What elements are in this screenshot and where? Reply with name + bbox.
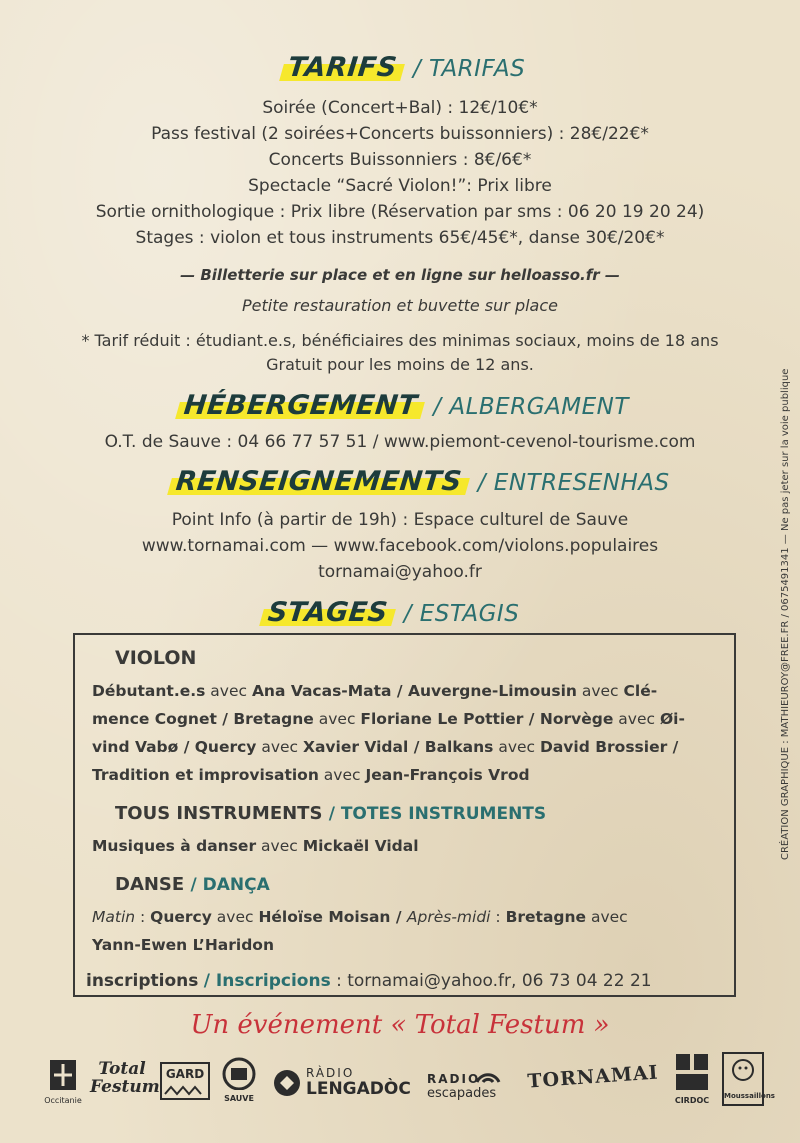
tarifs-lines	[20, 95, 780, 251]
tous-instruments-title-alt: / TOTES INSTRUMENTS	[328, 804, 547, 824]
tarifs-title-alt: / TARIFAS	[412, 56, 526, 82]
moussaillons-face-icon	[725, 1054, 761, 1088]
inscriptions-label: inscriptions	[86, 971, 199, 991]
tous-instruments-title: TOUS INSTRUMENTS	[115, 803, 323, 824]
tarif-line: Concerts Buissonniers : 8€/6€*	[268, 150, 532, 170]
stage-emphasis: Clé-	[623, 682, 658, 700]
stage-emphasis: Floriane Le Pottier	[360, 710, 524, 728]
stage-line	[92, 705, 702, 733]
danse-text	[92, 903, 702, 959]
stage-line	[92, 733, 702, 761]
inscriptions-line	[86, 967, 726, 995]
stage-emphasis: Øi-	[659, 710, 685, 728]
hebergement-heading	[178, 390, 629, 421]
tarif-gratuit: Gratuit pour les moins de 12 ans.	[266, 355, 534, 374]
stage-emphasis: / Bretagne	[216, 710, 314, 728]
stage-line	[92, 832, 702, 860]
stages-heading	[262, 597, 519, 628]
radio-lengadoc-logo: RÀDIO LENGADÒC	[272, 1066, 412, 1106]
renseignements-lines	[20, 507, 780, 585]
stage-emphasis: Quercy	[150, 908, 212, 926]
tarif-line: Pass festival (2 soirées+Concerts buissonniers) : 28€/22€*	[151, 124, 649, 144]
stage-text: avec	[318, 766, 366, 784]
renseignement-line: www.tornamai.com — www.facebook.com/violons.populaires	[141, 536, 659, 556]
hebergement-title: HÉBERGEMENT	[176, 390, 425, 421]
gard-pattern-icon	[163, 1084, 207, 1096]
stage-emphasis: Bretagne	[505, 908, 587, 926]
stage-emphasis: /	[667, 738, 679, 756]
stage-text: avec	[211, 908, 259, 926]
total-festum-logo: Total Festum	[90, 1059, 160, 1097]
stage-emphasis: / Balkans	[408, 738, 494, 756]
stage-emphasis: Tradition et improvisation	[92, 766, 319, 784]
tous-instruments-heading	[115, 803, 546, 824]
stage-emphasis: David Brossier	[539, 738, 668, 756]
tarif-line: Soirée (Concert+Bal) : 12€/10€*	[262, 98, 538, 118]
stage-text: avec	[205, 682, 252, 700]
occitanie-logo: Occitanie	[40, 1058, 86, 1104]
stage-emphasis: / Quercy	[178, 738, 257, 756]
tarif-reduit: * Tarif réduit : étudiant.e.s, bénéficiaires des minimas sociaux, moins de 18 ans	[81, 331, 719, 350]
tarif-line: Sortie ornithologique : Prix libre (Réservation par sms : 06 20 19 20 24)	[95, 202, 705, 222]
stage-text: :	[135, 908, 151, 926]
stage-text: avec	[256, 837, 303, 855]
billetterie: — Billetterie sur place et en ligne sur helloasso.fr —	[180, 266, 620, 284]
inscriptions-value: : tornamai@yahoo.fr, 06 73 04 22 21	[330, 971, 652, 991]
stage-text: avec	[613, 710, 660, 728]
tous-instruments-text	[92, 832, 702, 860]
stage-text: avec	[586, 908, 628, 926]
moussaillons-logo: Moussaillons	[722, 1052, 764, 1106]
partner-logos	[40, 1052, 775, 1112]
danse-title: DANSE	[115, 874, 185, 895]
stage-text: Matin	[92, 908, 136, 926]
stage-emphasis: vind Vabø	[92, 738, 179, 756]
stage-emphasis: Ana Vacas-Mata	[251, 682, 392, 700]
stage-text: avec	[313, 710, 361, 728]
tarifs-heading	[282, 52, 525, 83]
stage-line	[92, 931, 702, 959]
stage-line	[92, 903, 702, 931]
stage-emphasis: Héloïse Moisan	[258, 908, 391, 926]
cirdoc-icon	[674, 1052, 710, 1092]
stage-emphasis: / Auvergne-Limousin	[391, 682, 577, 700]
stage-line	[92, 677, 702, 705]
event-tagline: Un événement « Total Festum »	[190, 1010, 610, 1040]
stage-emphasis: / Norvège	[523, 710, 614, 728]
stage-emphasis: Mickaël Vidal	[302, 837, 419, 855]
stage-emphasis: Yann-Ewen L’Haridon	[92, 936, 274, 954]
tarif-line: Spectacle “Sacré Violon!”: Prix libre	[248, 176, 552, 196]
tarifs-title: TARIFS	[280, 52, 404, 83]
renseignements-heading	[170, 466, 670, 497]
tarif-line: Stages : violon et tous instruments 65€/45€*, danse 30€/20€*	[135, 228, 665, 248]
radio-escapades-logo: RADIO escapades	[425, 1062, 515, 1106]
cirdoc-logo: CIRDOC	[672, 1052, 712, 1108]
stage-emphasis: Jean-François Vrod	[365, 766, 530, 784]
sauve-crest-icon	[215, 1056, 263, 1090]
stage-line	[92, 761, 702, 789]
occitanie-cross-icon	[40, 1058, 86, 1092]
renseignements-title: RENSEIGNEMENTS	[168, 466, 469, 497]
sauve-logo: SAUVE	[215, 1056, 263, 1104]
side-credit: CRÉATION GRAPHIQUE : MATHIEUROY@FREE.FR / 0675491341 — Ne pas jeter sur la voie publique	[780, 368, 791, 860]
stage-emphasis: Musiques à danser	[92, 837, 257, 855]
violon-heading: VIOLON	[115, 647, 197, 669]
gard-logo: GARD	[160, 1062, 210, 1100]
stage-text: avec	[493, 738, 540, 756]
stage-emphasis: mence Cognet	[92, 710, 217, 728]
radio-lengadoc-icon	[272, 1068, 302, 1098]
stage-emphasis: /	[390, 908, 407, 926]
stage-text: avec	[256, 738, 304, 756]
renseignements-title-alt: / ENTRESENHAS	[477, 470, 670, 496]
danse-title-alt: / DANÇA	[190, 875, 270, 895]
stage-emphasis: Xavier Vidal	[303, 738, 409, 756]
stage-text: avec	[576, 682, 624, 700]
restauration: Petite restauration et buvette sur place	[242, 296, 558, 315]
stage-text: :	[490, 908, 506, 926]
stage-emphasis: Débutant.e.s	[92, 682, 206, 700]
danse-heading	[115, 874, 270, 895]
stages-title: STAGES	[260, 597, 395, 628]
renseignement-line: Point Info (à partir de 19h) : Espace culturel de Sauve	[171, 510, 629, 530]
renseignement-line: tornamai@yahoo.fr	[318, 562, 482, 582]
stages-title-alt: / ESTAGIS	[403, 601, 520, 627]
hebergement-title-alt: / ALBERGAMENT	[433, 394, 629, 420]
stage-text: Après-midi	[406, 908, 491, 926]
tornamai-logo: TORNAMAI	[526, 1061, 660, 1093]
hebergement-line: O.T. de Sauve : 04 66 77 57 51 / www.piemont-cevenol-tourisme.com	[104, 432, 696, 452]
inscriptions-label-alt: / Inscripcions	[203, 971, 331, 991]
violon-text	[92, 677, 702, 789]
